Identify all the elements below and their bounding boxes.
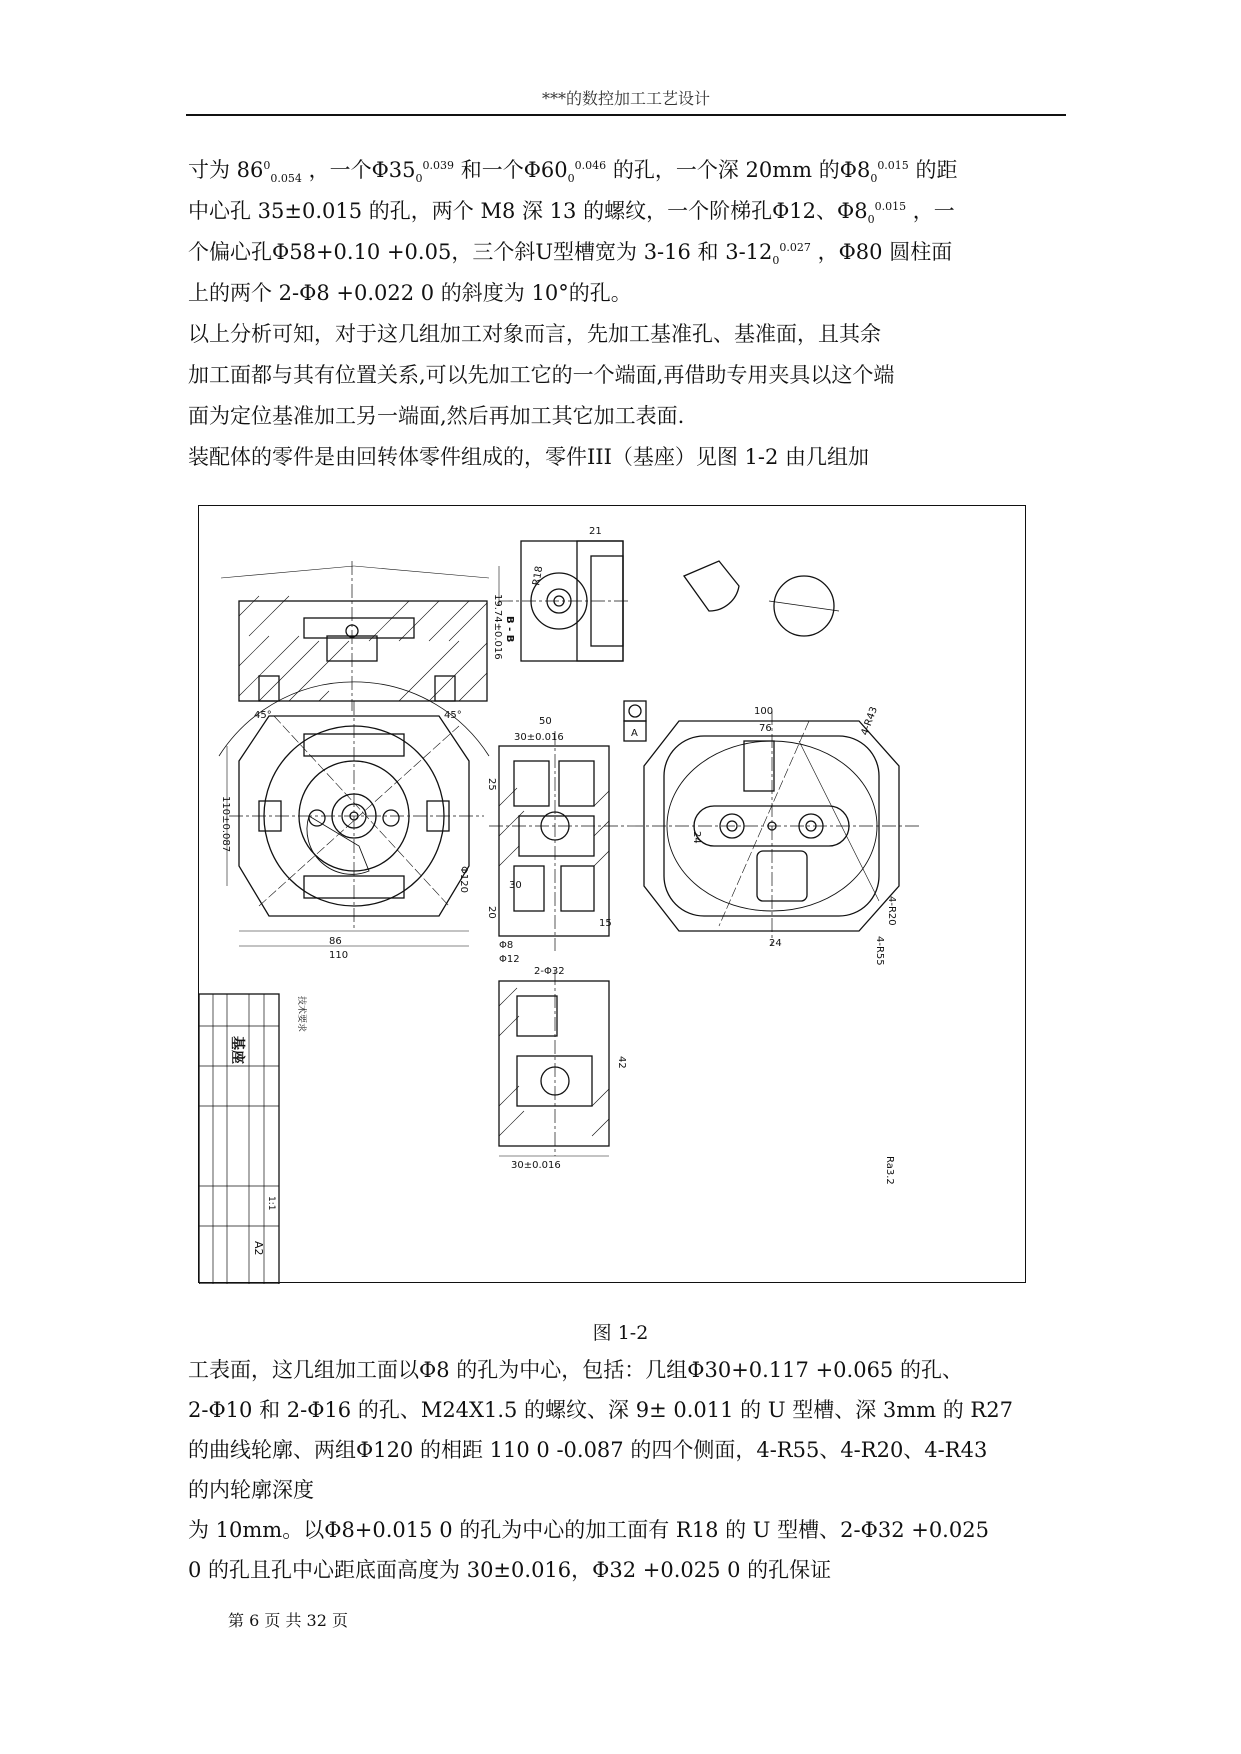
text-segment: 加工面都与其有位置关系,可以先加工它的一个端面,再借助专用夹具以这个端 — [188, 363, 895, 387]
text-segment: 和一个Φ60 — [454, 158, 568, 182]
label-30b: 30 — [509, 880, 522, 891]
label-86: 86 — [329, 936, 342, 947]
label-tech-req: 技术要求 — [296, 996, 306, 1033]
label-45b: 45° — [444, 710, 462, 721]
text-line — [188, 447, 869, 468]
text-line — [188, 1440, 987, 1461]
text-line — [188, 201, 955, 225]
label-110h: 110±0.087 — [220, 796, 231, 853]
label-2phi32: 2-Φ32 — [534, 966, 565, 977]
text-segment: 0.039 — [422, 159, 455, 172]
text-segment: 0 — [870, 172, 878, 186]
text-segment: 0 — [567, 172, 575, 186]
page-footer: 第 6 页 共 32 页 — [228, 1611, 348, 1630]
label-100: 100 — [754, 706, 774, 717]
label-8: Φ8 — [499, 940, 514, 951]
label-tol-a: A — [631, 728, 638, 739]
middle-section-body — [499, 746, 609, 936]
label-45a: 45° — [254, 710, 272, 721]
label-24a: 24 — [691, 831, 702, 844]
text-segment: 上的两个 2-Φ8 +0.022 0 的斜度为 10°的孔。 — [188, 281, 632, 305]
text-line — [188, 1560, 831, 1581]
label-25: 25 — [486, 778, 497, 791]
engineering-drawing — [199, 506, 1027, 1284]
header-rule — [186, 114, 1066, 116]
label-roughness: Ra3.2 — [884, 1156, 895, 1185]
text-segment: 以上分析可知，对于这几组加工对象而言，先加工基准孔、基准面，且其余 — [188, 322, 881, 346]
label-section: B - B — [504, 616, 515, 643]
text-segment: 为 10mm。以Φ8+0.015 0 的孔为中心的加工面有 R18 的 U 型槽、2-Φ32 +0.025 — [188, 1518, 989, 1542]
figure-1-2 — [198, 505, 1026, 1283]
text-segment: 0.027 — [779, 241, 811, 254]
text-segment: 个偏心孔Φ58+0.10 +0.05，三个斜U型槽宽为 3-16 和 3-12 — [188, 240, 773, 264]
label-30c: 30±0.016 — [511, 1160, 561, 1171]
text-line — [188, 160, 958, 184]
label-r18: R18 — [531, 565, 546, 587]
text-segment: 的曲线轮廓、两组Φ120 的相距 110 0 -0.087 的四个侧面，4-R55、4-R20、4-R43 — [188, 1438, 988, 1462]
text-line — [188, 1360, 963, 1381]
text-segment: 的内轮廓深度 — [188, 1478, 314, 1502]
label-15: 15 — [599, 918, 612, 929]
text-segment: 0 — [772, 254, 780, 268]
label-110w: 110 — [329, 950, 349, 961]
text-line — [188, 365, 894, 386]
text-segment: 2-Φ10 和 2-Φ16 的孔、M24X1.5 的螺纹、深 9± 0.011 的 U 型槽、深 3mm 的 R27 — [188, 1398, 1013, 1422]
text-line — [188, 283, 632, 304]
label-b: 19.74±0.016 — [492, 594, 503, 660]
text-segment: 0.054 — [270, 172, 302, 186]
text-segment: 0.046 — [574, 159, 607, 172]
label-title-name: 基座 — [229, 1036, 245, 1064]
label-76: 76 — [759, 723, 772, 734]
text-segment: 寸为 86 — [188, 158, 264, 182]
text-line — [188, 1400, 1013, 1421]
text-segment: 装配体的零件是由回转体零件组成的，零件III（基座）见图 1-2 由几组加 — [188, 445, 870, 469]
text-line — [188, 406, 684, 427]
text-segment: 的距 — [908, 158, 958, 182]
text-segment: 工表面，这几组加工面以Φ8 的孔为中心，包括：几组Φ30+0.117 +0.065 的孔、 — [188, 1358, 963, 1382]
label-r20: 4-R20 — [886, 896, 897, 926]
label-50: 50 — [539, 716, 552, 727]
figure-caption: 图 1-2 — [592, 1322, 649, 1344]
text-segment: 0 — [263, 159, 271, 172]
text-line — [188, 324, 881, 345]
text-segment: 0.015 — [877, 159, 909, 172]
label-r55: 4-R55 — [874, 936, 885, 966]
section-view-body — [239, 601, 487, 701]
text-segment: 的孔，一个深 20mm 的Φ8 — [606, 158, 871, 182]
label-42: 42 — [616, 1056, 627, 1069]
label-12: Φ12 — [499, 954, 520, 965]
page-header: ***的数控加工工艺设计 — [541, 89, 710, 108]
text-segment: ，一 — [906, 199, 955, 223]
paragraphs-bottom — [188, 1360, 1068, 1600]
label-24b: 24 — [769, 938, 782, 949]
text-segment: 0.015 — [874, 200, 907, 213]
text-line — [188, 1520, 989, 1541]
label-title-size: A2 — [252, 1241, 265, 1256]
label-120: Φ120 — [458, 866, 469, 893]
text-segment: 面为定位基准加工另一端面,然后再加工其它加工表面. — [188, 404, 685, 428]
text-line — [188, 242, 952, 266]
label-20: 20 — [486, 906, 497, 919]
text-line — [188, 1480, 314, 1501]
label-30a: 30±0.016 — [514, 732, 564, 743]
label-r43: 4-R43 — [859, 705, 880, 738]
label-scale: 1:1 — [266, 1196, 276, 1211]
text-segment: 0 的孔且孔中心距底面高度为 30±0.016，Φ32 +0.025 0 的孔保证 — [188, 1558, 832, 1582]
text-segment: ，Φ80 圆柱面 — [810, 240, 953, 264]
text-segment: 0 — [415, 172, 423, 186]
text-segment: ，一个Φ35 — [301, 158, 416, 182]
text-segment: 中心孔 35±0.015 的孔，两个 M8 深 13 的螺纹，一个阶梯孔Φ12、Φ8 — [188, 199, 868, 223]
label-21: 21 — [589, 526, 602, 537]
paragraphs-top — [188, 160, 1068, 480]
text-segment: 0 — [867, 213, 875, 227]
